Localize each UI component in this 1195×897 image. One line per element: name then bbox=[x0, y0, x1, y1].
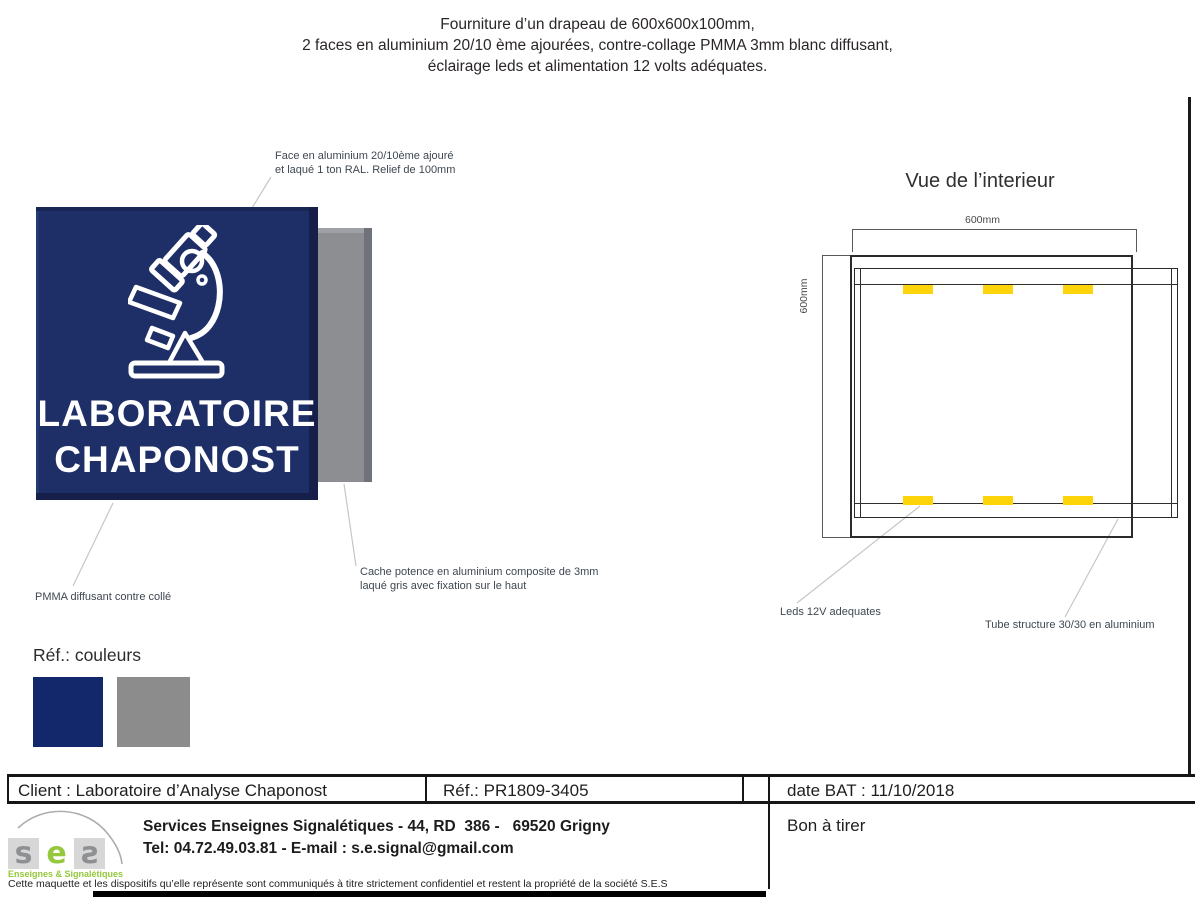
table-divider-ref-date bbox=[742, 774, 744, 804]
company-contact-line: Tel: 04.72.49.03.81 - E-mail : s.e.signal@gmail.com bbox=[143, 840, 514, 857]
dim-bracket-left bbox=[822, 255, 823, 538]
logo-letter-s1: s bbox=[8, 838, 39, 869]
logo-tagline: Enseignes & Signalétiques bbox=[8, 869, 124, 879]
annotation-leds: Leds 12V adequates bbox=[780, 606, 881, 618]
color-swatch-blue bbox=[33, 677, 103, 747]
dim-bracket-left-bottom-tick bbox=[822, 537, 850, 538]
page-right-border bbox=[1188, 97, 1191, 775]
dim-bracket-top-right-tick bbox=[1136, 229, 1137, 252]
dim-bracket-left-top-tick bbox=[822, 255, 850, 256]
table-cell-client: Client : Laboratoire d’Analyse Chaponost bbox=[18, 781, 328, 800]
bottom-border-bar bbox=[93, 891, 766, 897]
led-strip bbox=[1063, 285, 1093, 294]
table-border-left bbox=[7, 774, 9, 804]
annotation-cache-line2: laqué gris avec fixation sur le haut bbox=[360, 579, 527, 592]
annotation-pmma: PMMA diffusant contre collé bbox=[35, 591, 172, 603]
sign-face bbox=[36, 207, 318, 500]
color-swatch-gray bbox=[117, 677, 190, 747]
led-strip bbox=[903, 285, 933, 294]
annotation-face-line1: Face en aluminium 20/10ème ajouré bbox=[275, 150, 454, 162]
spec-line-2: 2 faces en aluminium 20/10 ème ajourées, contre-collage PMMA 3mm blanc diffusant, bbox=[302, 37, 893, 54]
table-cell-bon-a-tirer: Bon à tirer bbox=[787, 816, 866, 835]
led-strip bbox=[983, 496, 1013, 505]
dimension-width-label: 600mm bbox=[964, 214, 1000, 226]
sign-line-1: LABORATOIRE bbox=[37, 393, 317, 434]
confidential-notice: Cette maquette et les dispositifs qu’elle représente sont communiqués à titre strictement confidentiel et restent la propriété de la société S.E.S bbox=[8, 878, 668, 890]
annotation-tube: Tube structure 30/30 en aluminium bbox=[985, 619, 1155, 631]
annotation-cache bbox=[360, 566, 598, 593]
table-border-top bbox=[7, 774, 1195, 777]
table-border-middle bbox=[7, 801, 1195, 804]
logo-letter-s2: s bbox=[74, 838, 105, 869]
led-strip bbox=[903, 496, 933, 505]
table-divider-client-ref bbox=[425, 774, 427, 804]
company-address-line: Services Enseignes Signalétiques - 44, RD 386 - 69520 Grigny bbox=[143, 818, 610, 835]
logo-letter-e: e bbox=[46, 836, 67, 871]
sign-line-2: CHAPONOST bbox=[54, 439, 300, 480]
led-strip bbox=[1063, 496, 1093, 505]
dim-bracket-top-left-tick bbox=[852, 229, 853, 252]
interior-view-title: Vue de l’interieur bbox=[905, 170, 1055, 192]
tube-frame-left-inner-line bbox=[860, 268, 861, 518]
dim-bracket-top bbox=[852, 229, 1137, 230]
led-strip bbox=[983, 285, 1013, 294]
annotation-face bbox=[275, 150, 455, 177]
annotation-cache-line1: Cache potence en aluminium composite de 3mm bbox=[360, 566, 599, 578]
microscope-icon bbox=[128, 225, 228, 391]
colors-ref-label: Réf.: couleurs bbox=[33, 645, 141, 665]
table-divider-bat-column bbox=[768, 774, 770, 889]
spec-line-3: éclairage leds et alimentation 12 volts adéquates. bbox=[427, 58, 768, 75]
tube-frame-right-inner-line bbox=[1171, 268, 1172, 518]
table-cell-date-bat: date BAT : 11/10/2018 bbox=[787, 781, 955, 800]
table-cell-ref: Réf.: PR1809-3405 bbox=[443, 781, 589, 800]
interior-tube-frame bbox=[854, 268, 1178, 518]
spec-line-1: Fourniture d’un drapeau de 600x600x100mm, bbox=[440, 16, 755, 33]
spec-header bbox=[0, 14, 1195, 77]
dimension-height-label: 600mm bbox=[798, 278, 810, 314]
sign-bracket-cover bbox=[316, 228, 372, 482]
annotation-face-line2: et laqué 1 ton RAL. Relief de 100mm bbox=[275, 163, 456, 176]
